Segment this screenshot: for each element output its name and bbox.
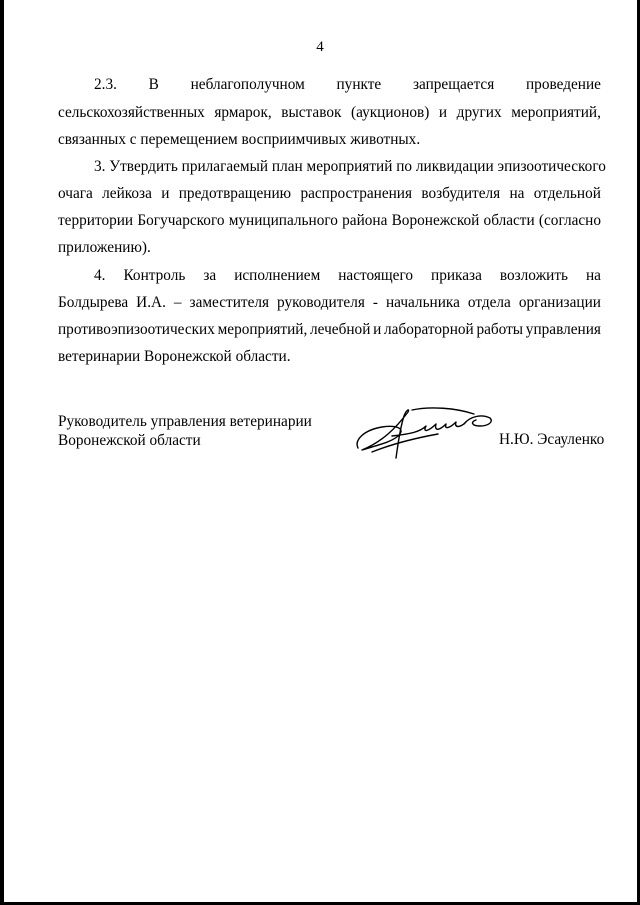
- para-4-line-2: [58, 294, 601, 312]
- word: лечебной: [310, 321, 371, 338]
- word: В: [148, 76, 159, 93]
- word: запрещается: [412, 76, 495, 93]
- scan-edge-left: [0, 0, 4, 905]
- word: и: [373, 321, 382, 338]
- signatory-name: Н.Ю. Эсауленко: [499, 431, 605, 448]
- word: возложить: [499, 267, 568, 284]
- word: заместителя: [189, 294, 270, 311]
- para-4-line-3: [58, 321, 601, 339]
- word: предотвращению: [178, 185, 292, 202]
- word: распространения: [300, 185, 413, 202]
- word: (согласно: [538, 212, 601, 229]
- word: 4.: [94, 267, 106, 284]
- word: пункте: [336, 76, 382, 93]
- word: начальника: [385, 294, 460, 311]
- word: приказа: [431, 267, 482, 284]
- para-4-line-4: ветеринарии Воронежской области.: [58, 348, 291, 365]
- word: организации: [518, 294, 601, 311]
- word: отдела: [467, 294, 511, 311]
- word: работы: [476, 321, 524, 338]
- handwritten-signature: [352, 400, 497, 462]
- word: –: [173, 294, 182, 311]
- word: выставок: [281, 104, 342, 121]
- para-3-line-2: [58, 185, 601, 203]
- signatory-title-line-1: Руководитель управления ветеринарии: [58, 413, 312, 430]
- word: лабораторной: [384, 321, 474, 338]
- word: на: [586, 267, 601, 284]
- word: руководителя: [277, 294, 365, 311]
- word: других: [456, 104, 502, 121]
- word: Богучарского: [137, 212, 225, 229]
- word: И.А.: [136, 294, 166, 311]
- word: проведение: [525, 76, 601, 93]
- word: и: [161, 185, 170, 202]
- word: и: [438, 104, 448, 121]
- word: настоящего: [338, 267, 414, 284]
- word: мероприятий,: [217, 321, 308, 338]
- word: района: [342, 212, 388, 229]
- page-number: 4: [316, 39, 324, 55]
- word: Контроль: [123, 267, 186, 284]
- word: (аукционов): [350, 104, 430, 121]
- word: муниципального: [228, 212, 338, 229]
- word: отдельной: [533, 185, 601, 202]
- signatory-title-line-2: Воронежской области: [58, 432, 201, 449]
- word: территории: [58, 212, 134, 229]
- word: Болдырева: [58, 294, 129, 311]
- word: -: [372, 294, 378, 311]
- word: противоэпизоотических: [58, 321, 215, 338]
- word: неблагополучном: [190, 76, 305, 93]
- word: возбудителя: [421, 185, 501, 202]
- para-2-3-line-2: [58, 104, 601, 122]
- para-3-line-1: 3. Утвердить прилагаемый план мероприятий по ликвидации эпизоотического: [94, 158, 606, 175]
- para-3-line-4: приложению).: [58, 239, 151, 256]
- para-3-line-3: [58, 212, 601, 230]
- word: сельскохозяйственных: [58, 104, 205, 121]
- word: 2.3.: [94, 76, 117, 93]
- word: исполнением: [234, 267, 321, 284]
- para-4-line-1: [94, 267, 601, 285]
- word: на: [509, 185, 525, 202]
- word: за: [203, 267, 217, 284]
- word: очага: [58, 185, 93, 202]
- word: лейкоза: [102, 185, 152, 202]
- word: управления: [525, 321, 601, 338]
- word: области: [483, 212, 535, 229]
- word: ярмарок,: [214, 104, 272, 121]
- word: мероприятий,: [511, 104, 601, 121]
- para-2-3-line-3: связанных с перемещением восприимчивых животных.: [58, 131, 421, 148]
- word: Воронежской: [391, 212, 480, 229]
- para-2-3-line-1: [94, 76, 601, 94]
